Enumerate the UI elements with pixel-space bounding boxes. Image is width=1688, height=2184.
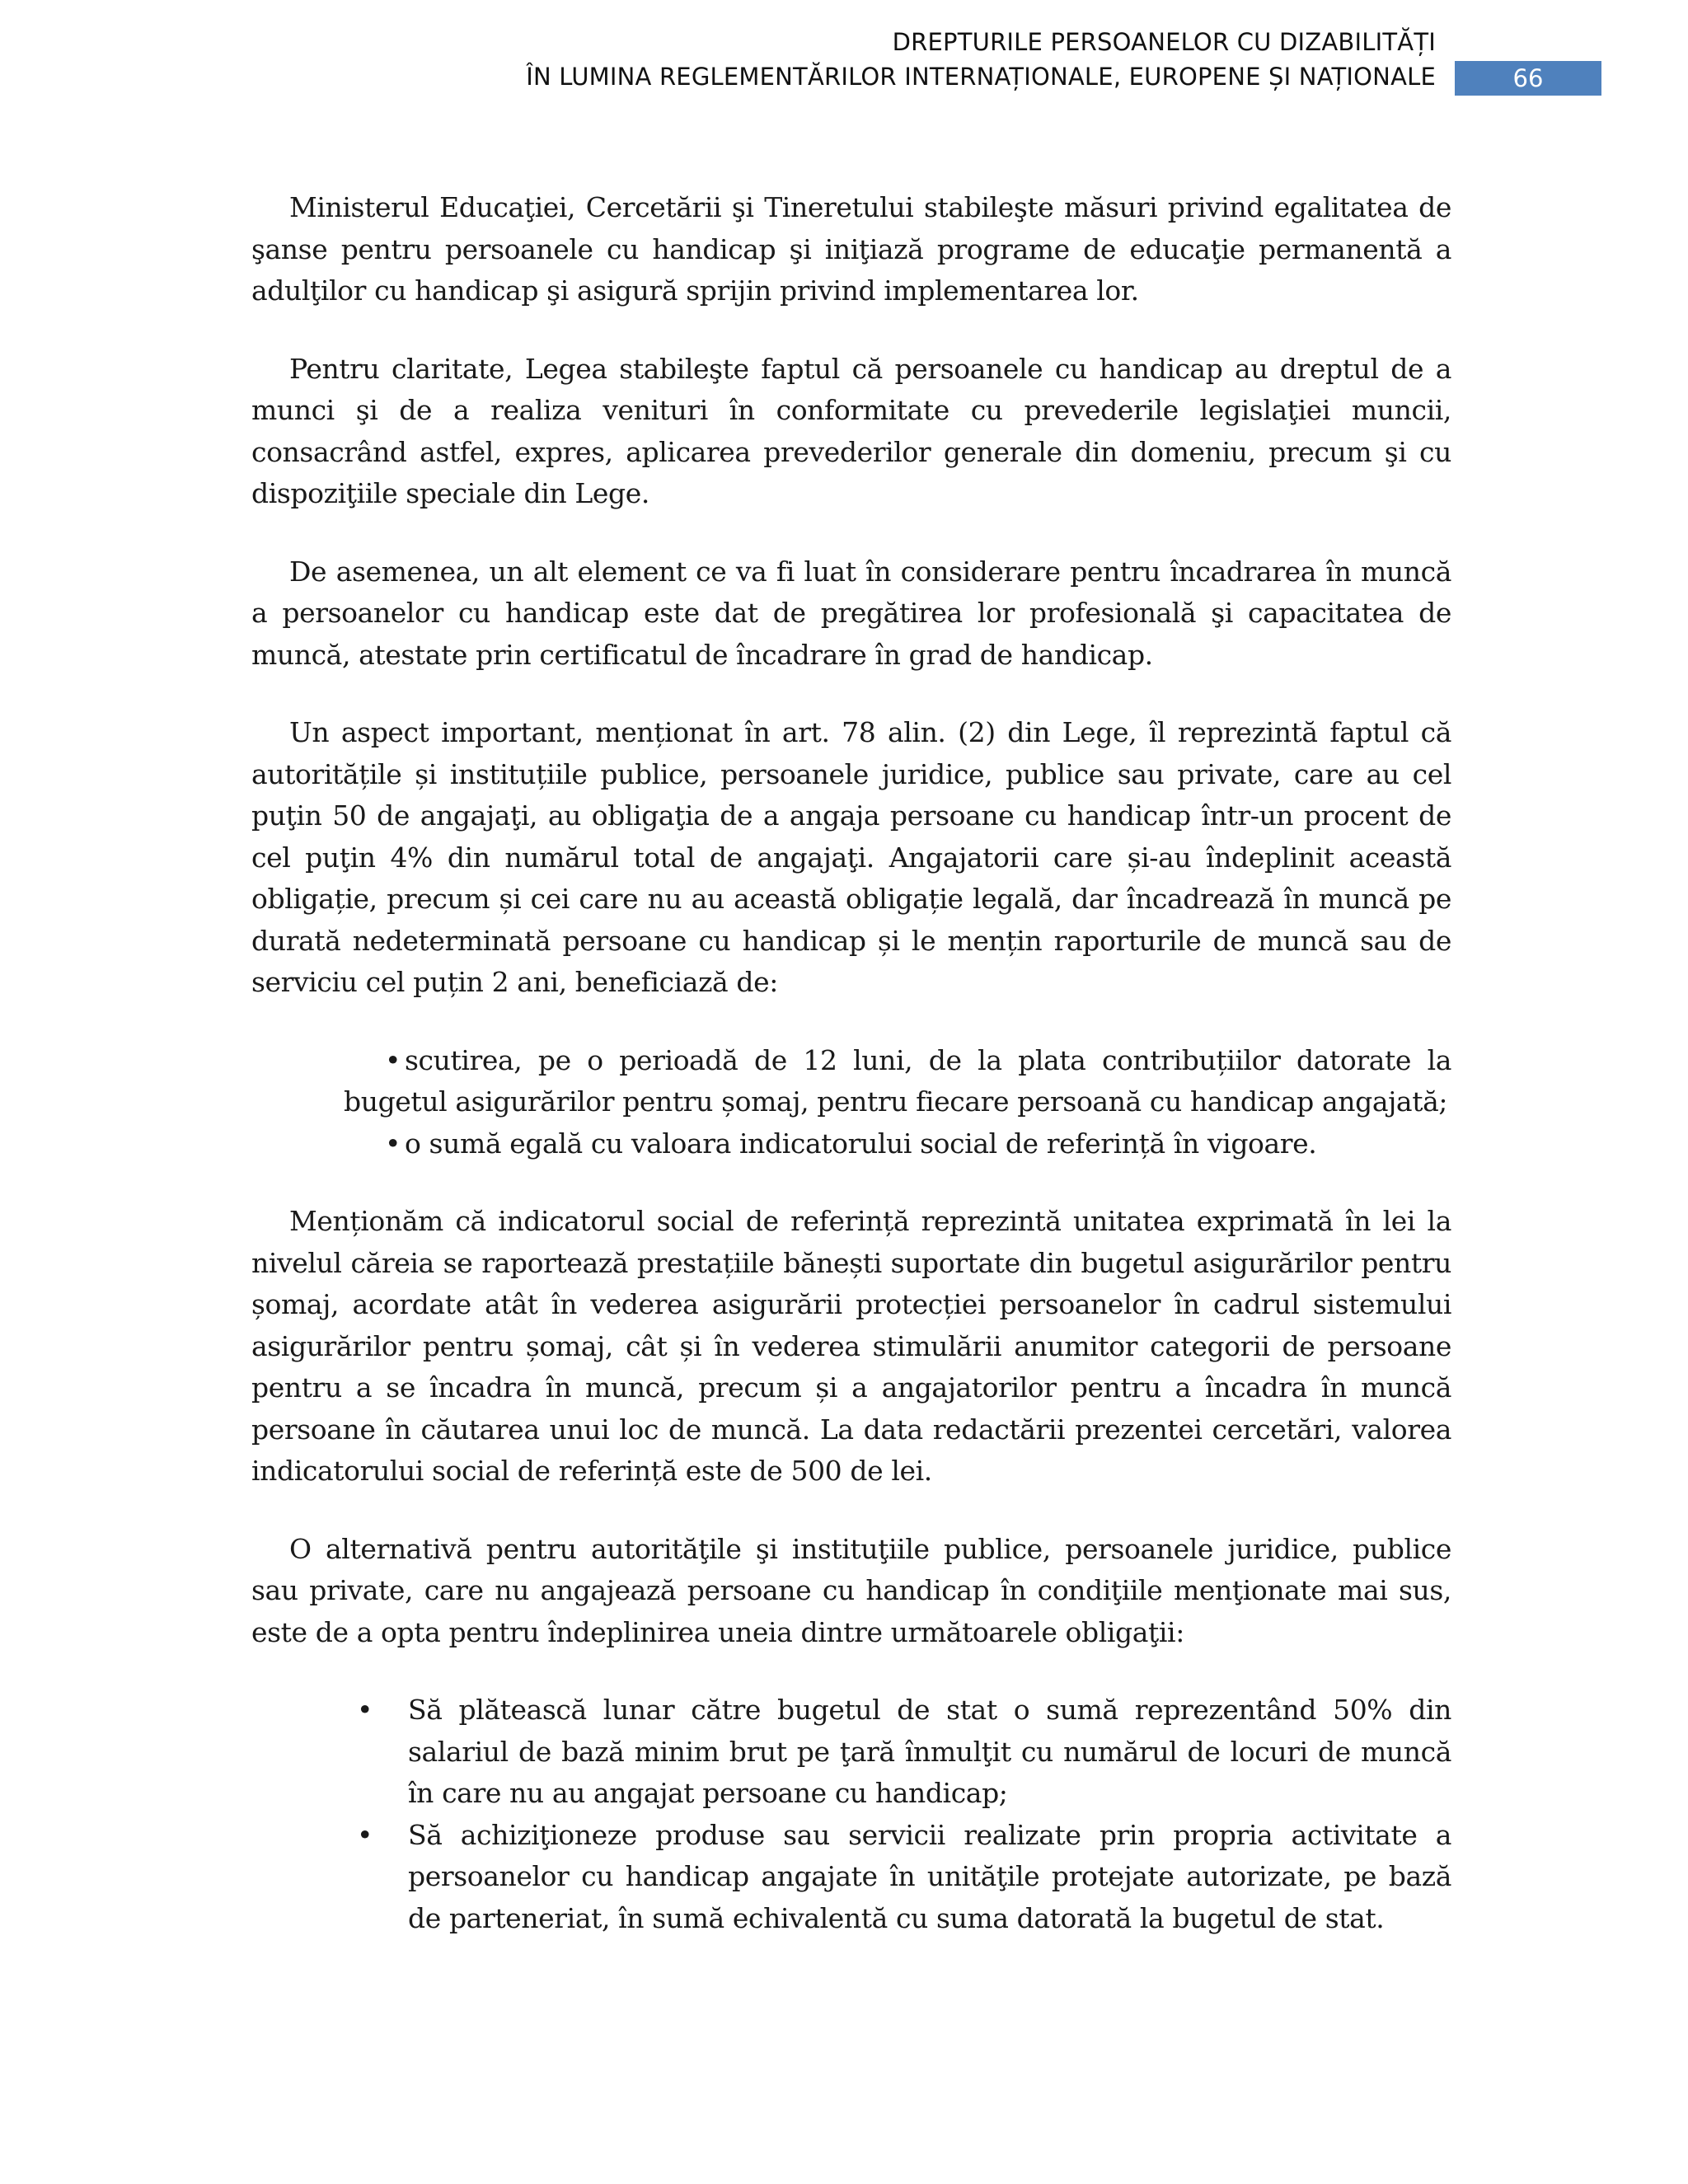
list-item-text: scutirea, pe o perioadă de 12 luni, de la plata contribuțiilor datorate la bugetul asigurărilor pentru șomaj, pentru fiecare persoană cu handicap angajată; (344, 1043, 1451, 1118)
bullet-icon: • (357, 1694, 373, 1726)
list-item (344, 1040, 1451, 1123)
obligations-list (251, 1690, 1451, 1939)
list-item-text: Să achiziţioneze produse sau servicii realizate prin propria activitate a persoanelor cu handicap angajate în unităţile protejate autorizate, pe bază de parteneriat, în sumă echivalentă cu suma datorată la bugetul de stat. (408, 1818, 1451, 1934)
paragraph-5: Menționăm că indicatorul social de referință reprezintă unitatea exprimată în lei la nivelul căreia se raportează prestațiile bănești suportate din bugetul asigurărilor pentru șomaj, acordate atât în vederea asigurării protecției persoanelor în cadrul sistemului asigurărilor pentru șomaj, cât și în vederea stimulării anumitor categorii de persoane pentru a se încadra în muncă, precum și a angajatorilor pentru a încadra în muncă persoane în căutarea unui loc de muncă. La data redactării prezentei cercetări, valorea indicatorului social de referință este de 500 de lei. (251, 1205, 1451, 1487)
paragraph-2: Pentru claritate, Legea stabileşte faptul că persoanele cu handicap au dreptul de a munci şi de a realiza venituri în conformitate cu prevederile legislaţiei muncii, consacrând astfel, expres, aplicarea prevederilor generale din domeniu, precum şi cu dispoziţiile speciale din Lege. (251, 352, 1451, 509)
paragraph-1: Ministerul Educaţiei, Cercetării şi Tineretului stabileşte măsuri privind egalitatea de şanse pentru persoanele cu handicap şi iniţiază programe de educaţie permanentă a adulţilor cu handicap şi asigură sprijin privind implementarea lor. (251, 191, 1451, 307)
header-title-line1: DREPTURILE PERSOANELOR CU DIZABILITĂȚI (892, 28, 1436, 56)
page-header (0, 28, 1688, 102)
paragraph-4: Un aspect important, menționat în art. 78 alin. (2) din Lege, îl reprezintă faptul că autoritățile și instituțiile publice, persoanele juridice, publice sau private, care au cel puţin 50 de angajaţi, au obligaţia de a angaja persoane cu handicap într-un procent de cel puţin 4% din numărul total de angajaţi. Angajatorii care și-au îndeplinit această obligație, precum și cei care nu au această obligație legală, dar încadrează în muncă pe durată nedeterminată persoane cu handicap și le mențin raporturile de muncă sau de serviciu cel puțin 2 ani, beneficiază de: (251, 716, 1451, 998)
paragraph-6: O alternativă pentru autorităţile şi instituţiile publice, persoanele juridice, publice sau private, care nu angajează persoane cu handicap în condiţiile menţionate mai sus, este de a opta pentru îndeplinirea uneia dintre următoarele obligaţii: (251, 1532, 1451, 1648)
bullet-icon: • (385, 1127, 401, 1160)
page-number-badge: 66 (1455, 61, 1601, 96)
list-item (357, 1815, 1451, 1940)
bullet-icon: • (357, 1818, 373, 1851)
list-item (357, 1690, 1451, 1815)
benefits-list (251, 1040, 1451, 1165)
document-body (251, 187, 1451, 1939)
list-item (344, 1123, 1451, 1165)
list-item-text: o sumă egală cu valoara indicatorului social de referință în vigoare. (405, 1127, 1317, 1160)
header-title-line2: ÎN LUMINA REGLEMENTĂRILOR INTERNAȚIONALE, EUROPENE ȘI NAȚIONALE (526, 63, 1436, 91)
paragraph-3: De asemenea, un alt element ce va fi luat în considerare pentru încadrarea în muncă a persoanelor cu handicap este dat de pregătirea lor profesională şi capacitatea de muncă, atestate prin certificatul de încadrare în grad de handicap. (251, 555, 1451, 671)
bullet-icon: • (385, 1043, 401, 1076)
list-item-text: Să plătească lunar către bugetul de stat o sumă reprezentând 50% din salariul de bază minim brut pe ţară înmulţit cu numărul de locuri de muncă în care nu au angajat persoane cu handicap; (408, 1694, 1451, 1809)
